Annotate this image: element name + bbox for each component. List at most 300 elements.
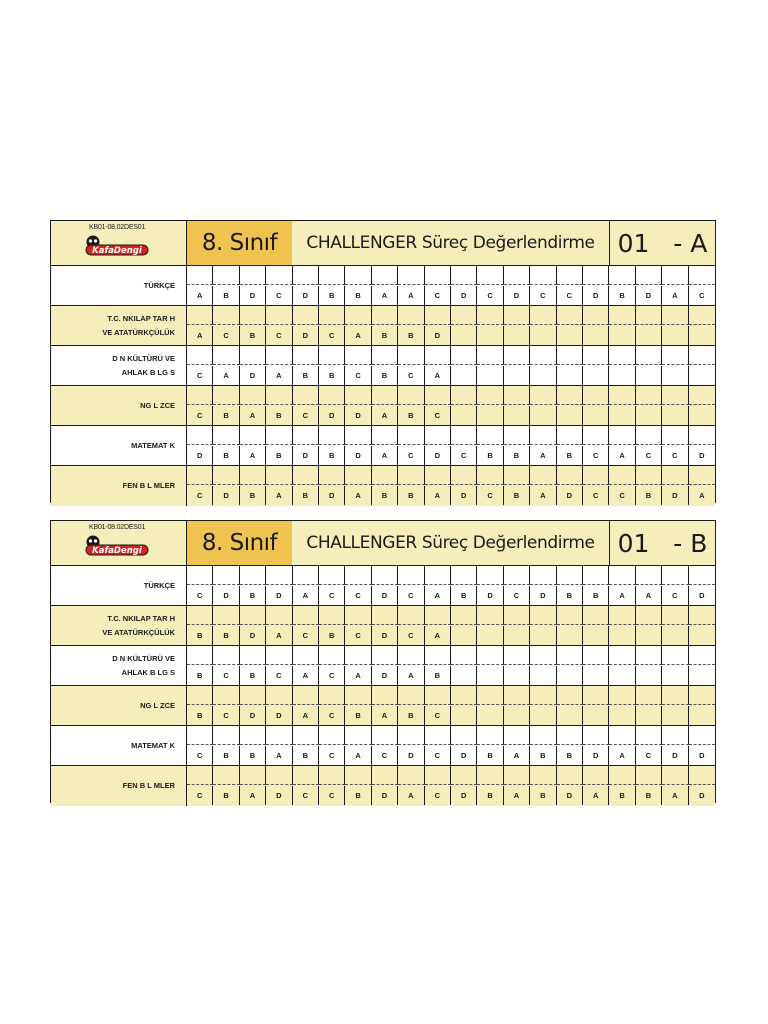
blank-cell [557,266,583,285]
blank-cell [213,566,239,585]
answer-cell: C [293,786,319,805]
subject-label [51,686,187,725]
blank-cell [662,306,688,325]
blank-cell [319,766,345,785]
answer-cell [689,326,715,345]
answer-cell: B [240,326,266,345]
answer-cell: B [293,746,319,765]
answer-cell: B [477,786,503,805]
blank-cell [266,266,292,285]
blank-cell [372,726,398,745]
answer-cell: A [187,326,213,345]
answer-cell [557,666,583,685]
answer-cell [451,626,477,645]
answer-cell: A [372,286,398,305]
blank-cell [345,606,371,625]
subject-row [51,426,715,466]
answer-cell [609,666,635,685]
answer-grid [187,766,715,806]
blank-cell [266,346,292,365]
blank-cell [451,646,477,665]
blank-cell [293,346,319,365]
answer-cell: A [425,586,451,605]
blank-cell [504,686,530,705]
blank-cell [266,726,292,745]
blank-cell [398,426,424,445]
blank-cell [662,346,688,365]
blank-cell [372,466,398,485]
blank-cell [662,386,688,405]
answer-cell: D [240,366,266,385]
blank-cell [425,686,451,705]
blank-cell [557,566,583,585]
answer-cell: C [372,746,398,765]
answer-cell [504,666,530,685]
blank-cell [187,766,213,785]
blank-cell [240,346,266,365]
answer-cell: B [530,786,556,805]
blank-cell [662,686,688,705]
answer-grid [187,346,715,385]
answer-cell: C [266,326,292,345]
answer-grid [187,386,715,425]
answer-cell: A [240,406,266,425]
answer-cell: D [504,286,530,305]
blank-cell [557,346,583,365]
answer-cell: D [213,486,239,505]
answer-cell [451,406,477,425]
blank-cell [398,606,424,625]
answer-cell: D [293,286,319,305]
blank-cell [451,306,477,325]
blank-cell [557,466,583,485]
answer-cell: C [187,586,213,605]
blank-cell [530,386,556,405]
blank-cell [425,566,451,585]
blank-cell [425,346,451,365]
answer-cell: C [425,706,451,725]
blank-cell [266,686,292,705]
answer-cell: B [240,746,266,765]
subject-label-line: MATEMAT K [131,740,175,750]
grade-label: 8. Sınıf [187,521,292,565]
blank-cell [319,606,345,625]
answer-cell: C [266,286,292,305]
blank-cell [662,726,688,745]
answer-cell [583,406,609,425]
subject-label [51,466,187,506]
answer-cell: B [187,706,213,725]
blank-cell [530,346,556,365]
answer-cell: C [425,746,451,765]
answer-cell: C [319,326,345,345]
blank-cell [504,266,530,285]
blank-cell [425,386,451,405]
blank-cell [530,726,556,745]
answer-cell: D [345,446,371,465]
blank-cell [372,646,398,665]
blank-cell [609,606,635,625]
blank-cell [187,426,213,445]
blank-cell [398,726,424,745]
blank-cell [530,766,556,785]
blank-cell [477,646,503,665]
answer-cell: C [530,286,556,305]
answer-cell: A [266,366,292,385]
answer-cell: D [240,626,266,645]
blank-cell [293,386,319,405]
blank-cell [398,566,424,585]
blank-cell [213,426,239,445]
blank-cell [187,346,213,365]
answer-cell: D [636,286,662,305]
blank-cell [319,386,345,405]
answer-cell: D [451,286,477,305]
answer-cell: B [213,626,239,645]
answer-cell: C [451,446,477,465]
answer-cell: A [266,746,292,765]
answer-grid [187,606,715,645]
blank-cell [398,646,424,665]
blank-cell [345,386,371,405]
subject-label-line: AHLAK B LG S [121,667,175,677]
answer-grid [187,726,715,765]
answer-cell: D [451,746,477,765]
subject-label-line: VE ATATÜRKÇÜLÜK [102,327,175,337]
answer-cell: C [187,746,213,765]
answer-cell: A [345,666,371,685]
blank-cell [477,346,503,365]
blank-cell [266,306,292,325]
blank-cell [451,386,477,405]
document-code: KB01-08.02DES01 [89,224,146,231]
exam-title: CHALLENGER Süreç Değerlendirme [292,521,610,565]
booklet-id: 01 - B [610,521,715,565]
answer-cell: C [293,406,319,425]
blank-cell [213,726,239,745]
answer-cell [477,626,503,645]
blank-cell [636,686,662,705]
subject-row [51,346,715,386]
blank-cell [266,606,292,625]
blank-cell [662,566,688,585]
answer-cell: A [398,666,424,685]
blank-cell [504,426,530,445]
blank-cell [213,766,239,785]
answer-cell: A [699,491,705,500]
blank-cell [266,426,292,445]
blank-cell [477,726,503,745]
answer-cell: C [213,326,239,345]
blank-cell [689,426,715,445]
answer-cell: A [187,286,213,305]
blank-cell [240,606,266,625]
blank-cell [425,646,451,665]
answer-cell [689,626,715,645]
answer-cell: A [372,446,398,465]
blank-cell [477,566,503,585]
answer-cell: B [240,486,266,505]
blank-cell [451,766,477,785]
blank-cell [689,606,715,625]
blank-cell [504,466,530,485]
answer-cell [557,406,583,425]
blank-cell [451,266,477,285]
answer-cell: B [398,486,424,505]
answer-cell [557,626,583,645]
blank-cell [609,646,635,665]
blank-cell [372,346,398,365]
subject-label [51,646,187,685]
blank-cell [319,346,345,365]
subject-label-line: TÜRKÇE [143,280,175,290]
answer-cell: C [398,626,424,645]
blank-cell [213,266,239,285]
answer-cell: B [398,406,424,425]
answer-cell: A [425,486,451,505]
blank-cell [345,646,371,665]
answer-cell: A [293,586,319,605]
answer-cell: C [425,286,451,305]
answer-cell: B [636,486,662,505]
answer-cell: C [319,746,345,765]
subject-label-line: D N KÜLTÜRÜ VE [112,353,175,363]
blank-cell [187,466,213,485]
answer-cell: D [530,586,556,605]
answer-cell: B [504,446,530,465]
blank-cell [266,646,292,665]
blank-cell [213,646,239,665]
blank-cell [240,426,266,445]
answer-cell: A [504,786,530,805]
blank-cell [213,346,239,365]
answer-cell: D [372,586,398,605]
answer-cell: D [293,326,319,345]
blank-cell [689,566,715,585]
blank-cell [609,306,635,325]
blank-cell [213,686,239,705]
blank-cell [372,606,398,625]
blank-cell [398,266,424,285]
blank-cell [345,566,371,585]
answer-cell: C [293,626,319,645]
answer-cell: C [583,486,609,505]
answer-cell [689,706,715,725]
blank-cell [240,566,266,585]
answer-cell [636,366,662,385]
blank-cell [609,266,635,285]
answer-cell: D [662,486,688,505]
blank-cell [345,466,371,485]
answer-cell: B [557,446,583,465]
blank-cell [451,606,477,625]
answer-cell: D [319,406,345,425]
blank-cell [398,306,424,325]
blank-cell [319,726,345,745]
answer-grid [187,466,715,506]
answer-cell: D [583,286,609,305]
answer-cell: C [319,706,345,725]
blank-cell [213,386,239,405]
answer-cell: C [319,786,345,805]
blank-cell [583,686,609,705]
answer-cell [504,706,530,725]
blank-cell [557,606,583,625]
blank-cell [530,686,556,705]
answer-cell: A [425,366,451,385]
subject-row [51,646,715,686]
answer-cell: C [662,446,688,465]
blank-cell [451,726,477,745]
blank-cell [240,386,266,405]
subject-label [51,386,187,425]
blank-cell [583,726,609,745]
blank-cell [319,566,345,585]
answer-cell: C [477,286,503,305]
kafadengi-logo [84,534,150,556]
blank-cell [477,606,503,625]
answer-cell: B [319,626,345,645]
blank-cell [319,646,345,665]
answer-cell [636,706,662,725]
answer-cell [583,626,609,645]
blank-cell [530,466,556,485]
answer-cell: C [187,486,213,505]
answer-cell: C [425,406,451,425]
blank-cell [477,426,503,445]
answer-cell [689,666,715,685]
blank-cell [530,606,556,625]
answer-cell [636,626,662,645]
answer-cell [662,326,688,345]
answer-cell [477,326,503,345]
answer-cell: B [372,366,398,385]
answer-cell: B [319,286,345,305]
answer-cell [504,406,530,425]
answer-cell [662,406,688,425]
brand-block [51,521,187,565]
answer-cell: B [213,286,239,305]
answer-cell: C [187,406,213,425]
answer-cell: B [266,446,292,465]
answer-cell [530,626,556,645]
blank-cell [266,766,292,785]
answer-cell: A [345,486,371,505]
subject-label-line: T.C. NKILAP TAR H [107,313,175,323]
blank-cell [477,766,503,785]
blank-cell [372,766,398,785]
blank-cell [187,266,213,285]
subject-row [51,306,715,346]
blank-cell [662,766,688,785]
blank-cell [240,306,266,325]
answer-cell [636,326,662,345]
answer-cell: D [557,786,583,805]
blank-cell [689,466,715,485]
blank-cell [372,266,398,285]
logo-text: KafaDengi [92,546,142,556]
blank-cell [293,766,319,785]
blank-cell [689,686,715,705]
answer-cell: D [699,751,705,760]
blank-cell [345,686,371,705]
subject-label [51,726,187,765]
answer-cell [636,666,662,685]
answer-cell: D [266,586,292,605]
answer-cell [557,706,583,725]
answer-cell: C [557,286,583,305]
answer-cell: A [504,746,530,765]
answer-cell: C [319,666,345,685]
blank-cell [372,426,398,445]
answer-cell [609,706,635,725]
subject-row [51,466,715,506]
answer-cell: B [266,406,292,425]
subject-row [51,766,715,806]
answer-cell [504,326,530,345]
blank-cell [398,346,424,365]
answer-cell: C [187,366,213,385]
blank-cell [583,426,609,445]
answer-cell: A [425,626,451,645]
blank-cell [425,766,451,785]
answer-cell: B [477,446,503,465]
answer-cell: D [451,486,477,505]
blank-cell [266,466,292,485]
blank-cell [609,726,635,745]
subject-label-line: FEN B L MLER [122,781,175,790]
subject-row [51,386,715,426]
answer-cell: B [636,786,662,805]
answer-cell: A [609,446,635,465]
blank-cell [504,646,530,665]
blank-cell [557,646,583,665]
blank-cell [398,466,424,485]
answer-cell: A [609,586,635,605]
answer-cell [689,366,715,385]
blank-cell [345,306,371,325]
blank-cell [240,686,266,705]
answer-cell: C [636,746,662,765]
blank-cell [451,426,477,445]
answer-cell [451,706,477,725]
blank-cell [662,606,688,625]
blank-cell [398,766,424,785]
answer-cell: A [240,786,266,805]
subject-label-line: D N KÜLTÜRÜ VE [112,653,175,663]
answer-cell: B [187,666,213,685]
blank-cell [240,726,266,745]
answer-cell: A [240,446,266,465]
answer-cell: C [398,586,424,605]
subject-label-line: MATEMAT K [131,440,175,450]
blank-cell [662,266,688,285]
blank-cell [293,466,319,485]
answer-cell [557,326,583,345]
answer-cell: D [372,786,398,805]
blank-cell [636,606,662,625]
answer-cell: C [319,586,345,605]
answer-cell: B [372,486,398,505]
blank-cell [609,466,635,485]
sheet-header [51,521,715,566]
blank-cell [451,346,477,365]
blank-cell [293,726,319,745]
answer-cell [504,626,530,645]
blank-cell [187,386,213,405]
answer-cell: C [398,366,424,385]
blank-cell [345,766,371,785]
